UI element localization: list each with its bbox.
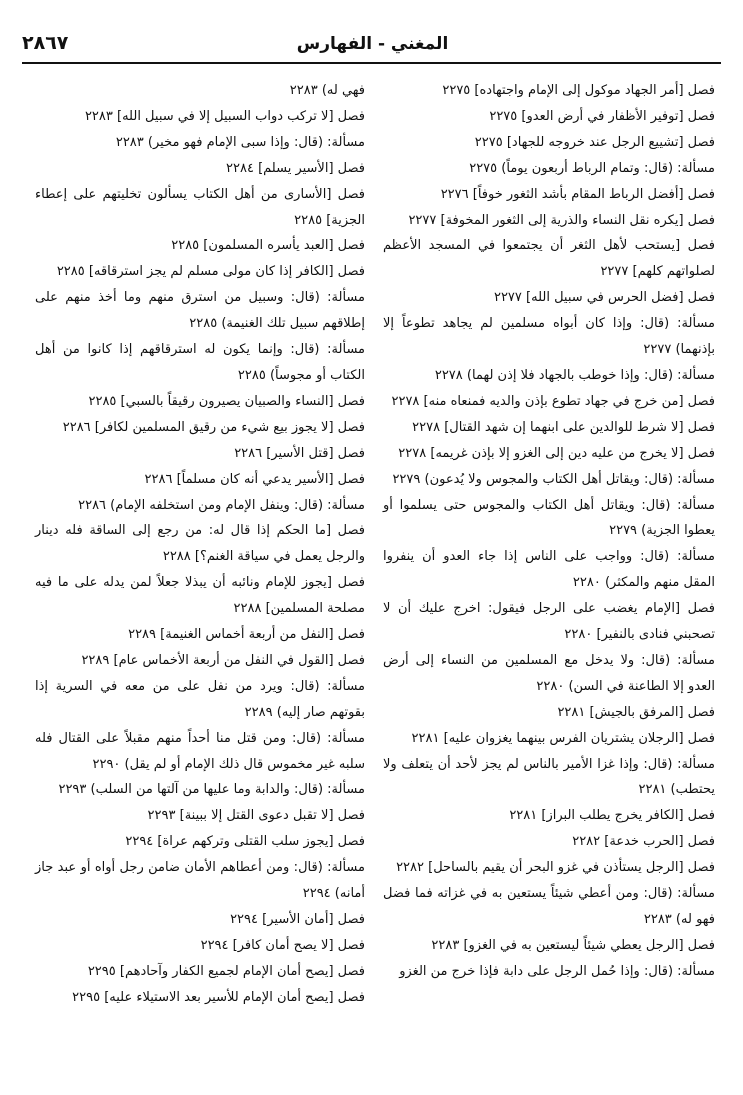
index-entry: فصل [الرجل يستأذن في غزو البحر أن يقيم بالساحل] ٢٢٨٢ xyxy=(396,860,715,876)
index-entry: فصل [الرجل يعطي شيئاً ليستعين به في الغزو] ٢٢٨٣ xyxy=(431,937,715,953)
index-entry: فصل [يكره نقل النساء والذرية إلى الثغور المخوفة] ٢٢٧٧ xyxy=(408,212,715,228)
index-entry: فصل [النفل من أربعة أخماس الغنيمة] ٢٢٨٩ xyxy=(128,627,365,643)
index-entry: مسألة: (قال: وتمام الرباط أربعون يوماً) ٢٢٧٥ xyxy=(469,160,715,176)
index-entry: فصل [يستحب لأهل الثغر أن يجتمعوا في المسجد الأعظم لصلواتهم كلهم] ٢٢٧٧ xyxy=(383,238,715,280)
index-entry: فصل [قتل الأسير] ٢٢٨٦ xyxy=(234,445,365,461)
index-entry: فصل [ما الحكم إذا قال له: من رجع إلى الساقة فله دينار والرجل يعمل في سياقة الغنم؟] ٢٢٨٨ xyxy=(35,523,365,565)
index-entry: فصل [النساء والصبيان يصيرون رقيقاً بالسبي] ٢٢٨٥ xyxy=(88,393,365,409)
index-entry: فصل [يصح أمان الإمام للأسير بعد الاستيلاء عليه] ٢٢٩٥ xyxy=(72,989,365,1005)
index-entry: مسألة: (قال: وإذا كان أبواه مسلمين لم يجاهد تطوعاً إلا بإذنهما) ٢٢٧٧ xyxy=(383,316,715,358)
index-entry: مسألة: (قال: وإذا سبى الإمام فهو مخير) ٢٢٨٣ xyxy=(115,134,365,150)
index-entry: فصل [يجوز سلب القتلى وتركهم عراة] ٢٢٩٤ xyxy=(125,834,365,850)
index-entry: مسألة: (قال: وإذا غزا الأمير بالناس لم يجز لأحد أن يتعلف ولا يحتطب) ٢٢٨١ xyxy=(383,756,715,798)
index-entry: فصل [لا تقبل دعوى القتل إلا ببينة] ٢٢٩٣ xyxy=(147,808,365,824)
index-entry: مسألة: (قال: وإذا حُمل الرجل على دابة فإذا خرج من الغزو xyxy=(399,963,715,979)
index-entry: مسألة: (قال: وينفل الإمام ومن استخلفه الإمام) ٢٢٨٦ xyxy=(78,497,365,513)
index-entry: فصل [أمر الجهاد موكول إلى الإمام واجتهاده] ٢٢٧٥ xyxy=(442,83,715,98)
index-entry: فصل [الأسير يسلم] ٢٢٨٤ xyxy=(226,160,365,176)
index-entry: فصل [الأسارى من أهل الكتاب يسألون تخليتهم على إعطاء الجزية] ٢٢٨٥ xyxy=(35,186,365,228)
index-entry: فصل [لا يصح أمان كافر] ٢٢٩٤ xyxy=(200,937,365,953)
index-entry: مسألة: (قال: ويقاتل أهل الكتاب والمجوس حتى يسلموا أو يعطوا الجزية) ٢٢٧٩ xyxy=(383,497,715,539)
index-entry: مسألة: (قال: وسبيل من استرق منهم وما أخذ منهم على إطلاقهم سبيل تلك الغنيمة) ٢٢٨٥ xyxy=(35,290,365,332)
index-entry: فصل [فضل الحرس في سبيل الله] ٢٢٧٧ xyxy=(493,290,715,306)
index-entry: فصل [توفير الأظفار في أرض العدو] ٢٢٧٥ xyxy=(489,108,715,124)
index-column-left xyxy=(35,78,365,1011)
index-entry: مسألة: (قال: وإذا خوطب بالجهاد فلا إذن لهما) ٢٢٧٨ xyxy=(434,367,715,383)
index-entry: مسألة: (قال: ومن أعطي شيئاً يستعين به في غزاته فما فضل فهو له) ٢٢٨٣ xyxy=(383,886,715,927)
page-number: ٢٨٦٧ xyxy=(22,32,69,54)
index-entry: مسألة: (قال: وواجب على الناس إذا جاء العدو أن ينفروا المقل منهم والمكثر) ٢٢٨٠ xyxy=(383,549,715,591)
header-rule xyxy=(22,62,721,64)
index-entry: فصل [يجوز للإمام ونائبه أن يبذلا جعلاً لمن يدله على ما فيه مصلحة المسلمين] ٢٢٨٨ xyxy=(35,575,365,617)
index-entry: فصل [من خرج في جهاد تطوع بإذن والديه فمنعاه منه] ٢٢٧٨ xyxy=(391,393,715,409)
index-entry: فصل [أمان الأسير] ٢٢٩٤ xyxy=(230,912,365,927)
index-entry: فصل [تشييع الرجل عند خروجه للجهاد] ٢٢٧٥ xyxy=(474,134,715,150)
index-entry: فصل [المرفق بالجيش] ٢٢٨١ xyxy=(557,704,715,720)
index-entry: مسألة: (قال: وإنما يكون له استرقاقهم إذا كانوا من أهل الكتاب أو مجوساً) ٢٢٨٥ xyxy=(35,342,365,383)
index-entry: فصل [الرجلان يشتريان الفرس بينهما يغزوان عليه] ٢٢٨١ xyxy=(411,730,715,746)
index-entry: مسألة: (قال: والدابة وما عليها من آلتها من السلب) ٢٢٩٣ xyxy=(58,782,365,798)
index-entry: مسألة: (قال: ويقاتل أهل الكتاب والمجوس ولا يُدعون) ٢٢٧٩ xyxy=(392,471,715,487)
index-entry: فصل [الحرب خدعة] ٢٢٨٢ xyxy=(572,834,715,850)
index-entry: فصل [يصح أمان الإمام لجميع الكفار وآحادهم] ٢٢٩٥ xyxy=(87,963,365,979)
index-entry: فهي له) ٢٢٨٣ xyxy=(289,83,365,98)
index-entry: فصل [لا تركب دواب السبيل إلا في سبيل الله] ٢٢٨٣ xyxy=(84,108,365,124)
index-entry: فصل [لا شرط للوالدين على ابنهما إن شهد القتال] ٢٢٧٨ xyxy=(412,419,715,435)
index-entry: فصل [الكافر إذا كان مولى مسلم لم يجز استرقاقه] ٢٢٨٥ xyxy=(56,264,365,280)
page-header xyxy=(22,28,723,64)
index-entry: فصل [العبد يأسره المسلمون] ٢٢٨٥ xyxy=(171,238,365,254)
index-entry: فصل [أفضل الرباط المقام بأشد الثغور خوفاً] ٢٢٧٦ xyxy=(440,186,715,202)
index-entry: فصل [الأسير يدعي أنه كان مسلماً] ٢٢٨٦ xyxy=(144,471,365,487)
index-entry: فصل [لا يخرج من عليه دين إلى الغزو إلا بإذن غريمه] ٢٢٧٨ xyxy=(398,445,715,461)
index-entry: مسألة: (قال: ولا يدخل مع المسلمين من النساء إلى أرض العدو إلا الطاعنة في السن) ٢٢٨٠ xyxy=(383,652,715,694)
index-entry: فصل [الإمام يغضب على الرجل فيقول: اخرج عليك أن لا تصحبني فنادى بالنفير] ٢٢٨٠ xyxy=(383,601,715,643)
index-entry: فصل [القول في النفل من أربعة الأخماس عام] ٢٢٨٩ xyxy=(81,652,365,668)
index-entry: فصل [لا يجوز بيع شيء من رقيق المسلمين لكافر] ٢٢٨٦ xyxy=(62,419,365,435)
index-entry: فصل [الكافر يخرج يطلب البراز] ٢٢٨١ xyxy=(509,808,715,824)
index-entry: مسألة: (قال: ومن أعطاهم الأمان ضامن رجل أواه أو عبد جاز أمانه) ٢٢٩٤ xyxy=(35,860,365,902)
header-title: المغني - الفهارس xyxy=(296,34,449,54)
index-entry: مسألة: (قال: ومن قتل منا أحداً منهم مقبلاً على القتال فله سلبه غير مخموس قال ذلك الإمام أو لم يقل) ٢٢٩٠ xyxy=(35,730,365,772)
index-column-right xyxy=(383,78,715,985)
index-entry: مسألة: (قال: ويرد من نفل على من معه في السرية إذا بقوتهم صار إليه) ٢٢٨٩ xyxy=(35,678,365,720)
